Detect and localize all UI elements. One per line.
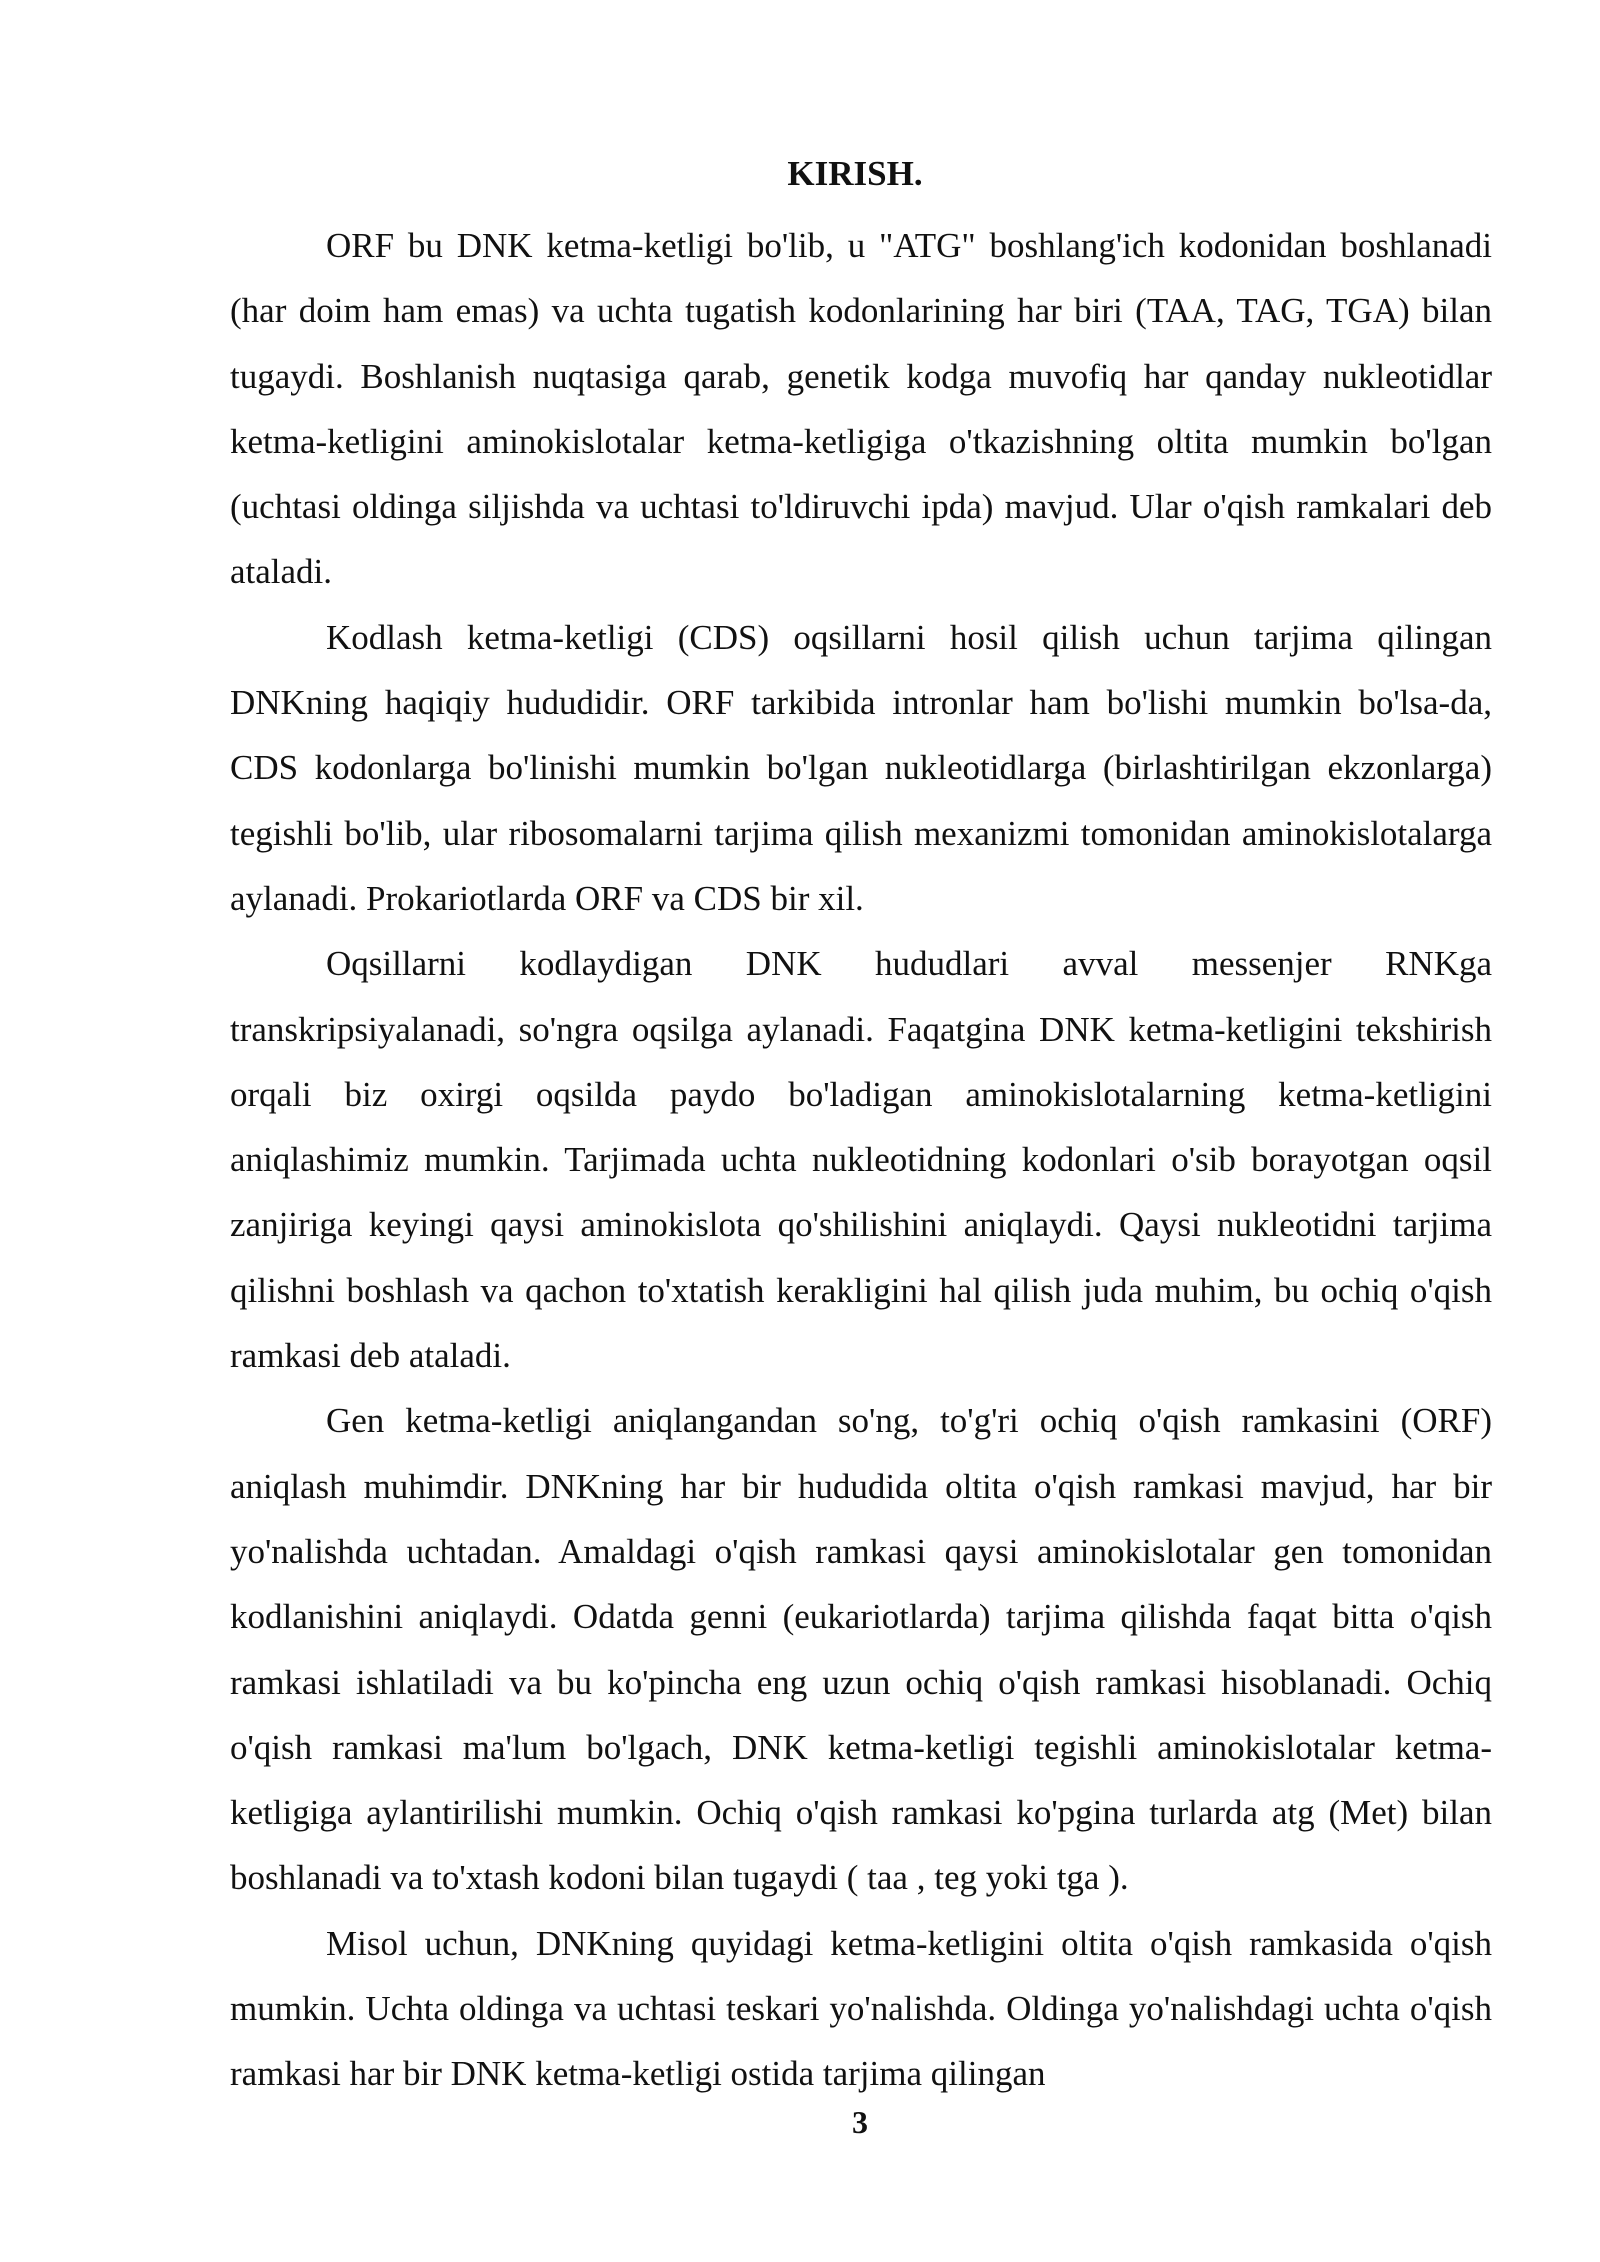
paragraph-orf-definition: ORF bu DNK ketma-ketligi bo'lib, u "ATG" boshlang'ich kodonidan boshlanadi (har doim ham emas) va uchta tugatish kodonlarining har biri (TAA, TAG, TGA) bilan tugaydi. Boshlanish nuqtasiga qarab, genetik kodga muvofiq har qanday nukleotidlar ketma-ketligini aminokislotalar ketma-ketligiga o'tkazishning oltita mumkin bo'lgan (uchtasi oldinga siljishda va uchtasi to'ldiruvchi ipda) mavjud. Ular o'qish ramkalari deb ataladi. (230, 226, 1492, 592)
paragraph-example: Misol uchun, DNKning quyidagi ketma-ketligini oltita o'qish ramkasida o'qish mumkin. Uchta oldinga va uchtasi teskari yo'nalishda. Oldinga yo'nalishdagi uchta o'qish ramkasi har bir DNK ketma-ketligi ostida tarjima qilingan (230, 1923, 1492, 2094)
paragraph-reading-frame: Gen ketma-ketligi aniqlangandan so'ng, to'g'ri ochiq o'qish ramkasini (ORF) aniqlash muhimdir. DNKning har bir hududida oltita o'qish ramkasi mavjud, har bir yo'nalishda uchtadan. Amaldagi o'qish ramkasi qaysi aminokislotalar gen tomonidan kodlanishini aniqlaydi. Odatda genni (eukariotlarda) tarjima qilishda faqat bitta o'qish ramkasi ishlatiladi va bu ko'pincha eng uzun ochiq o'qish ramkasi hisoblanadi. Ochiq o'qish ramkasi ma'lum bo'lgach, DNK ketma-ketligi tegishli aminokislotalar ketma-ketligiga aylantirilishi mumkin. Ochiq o'qish ramkasi ko'pgina turlarda atg (Met) bilan boshlanadi va to'xtash kodoni bilan tugaydi ( taa , teg yoki tga ). (230, 1401, 1492, 1898)
paragraph-protein-coding: Oqsillarni kodlaydigan DNK hududlari avval messenjer RNKga transkripsiyalanadi, so'ngra oqsilga aylanadi. Faqatgina DNK ketma-ketligini tekshirish orqali biz oxirgi oqsilda paydo bo'ladigan aminokislotalarning ketma-ketligini aniqlashimiz mumkin. Tarjimada uchta nukleotidning kodonlari o'sib borayotgan oqsil zanjiriga keyingi qaysi aminokislota qo'shilishini aniqlaydi. Qaysi nukleotidni tarjima qilishni boshlash va qachon to'xtatish kerakligini hal qilish juda muhim, bu ochiq o'qish ramkasi deb ataladi. (230, 944, 1492, 1376)
body-text (230, 213, 1492, 2107)
page-number: 3 (852, 2104, 868, 2140)
section-title: KIRISH. (787, 154, 923, 193)
paragraph-cds: Kodlash ketma-ketligi (CDS) oqsillarni hosil qilish uchun tarjima qilingan DNKning haqiqiy hududidir. ORF tarkibida intronlar ham bo'lishi mumkin bo'lsa-da, CDS kodonlarga bo'linishi mumkin bo'lgan nukleotidlarga (birlashtirilgan ekzonlarga) tegishli bo'lib, ular ribosomalarni tarjima qilish mexanizmi tomonidan aminokislotalarga aylanadi. Prokariotlarda ORF va CDS bir xil. (230, 617, 1492, 918)
